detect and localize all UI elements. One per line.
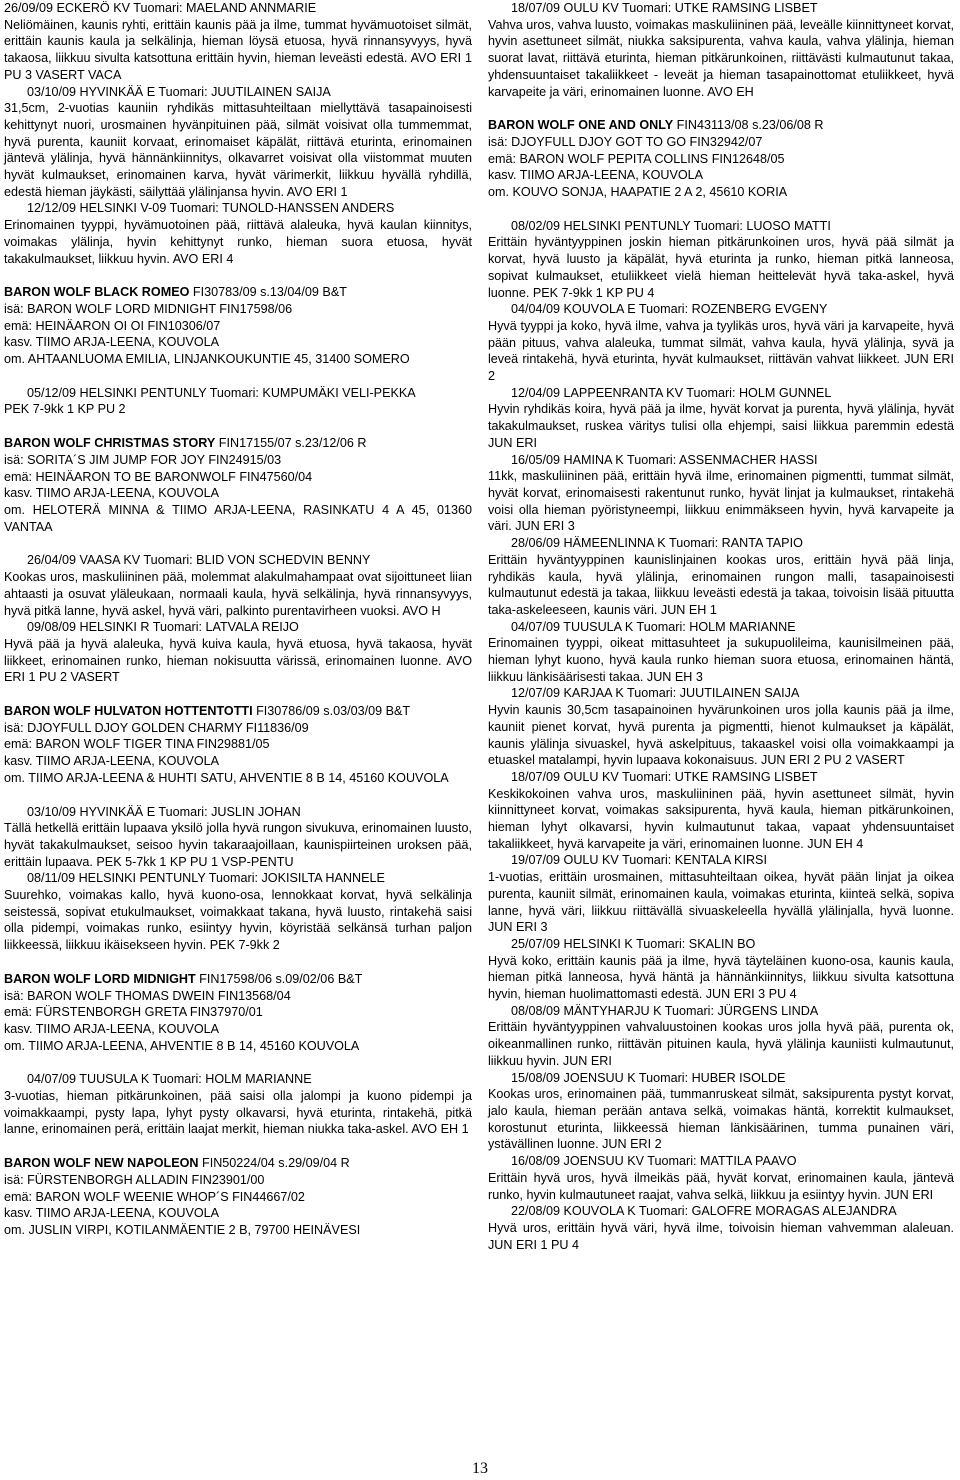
event-header: 03/10/09 HYVINKÄÄ E Tuomari: JUSLIN JOHAN [27,804,301,819]
critique-text: Neliömäinen, kaunis ryhti, erittäin kaunis pää ja ilme, tummat hyvämuotoiset silmät, erittäin kaunis kaula ja selkälinja, hieman löysä etuosa, hyvä rinnansyvyys, hyvä takaosa, liikkuu sivulta katsottuna erittäin hyvin, hieman leveästi edestä. AVO ERI 1 PU 3 VASERT VACA [4,17,472,82]
dog-title [4,971,472,988]
event-header: 03/10/09 HYVINKÄÄ E Tuomari: JUUTILAINEN SAIJA [27,84,331,99]
dog-dam: emä: BARON WOLF TIGER TINA FIN29881/05 [4,737,270,752]
event-header: 25/07/09 HELSINKI K Tuomari: SKALIN BO [511,936,756,951]
dog-owner: om. TIIMO ARJA-LEENA & HUHTI SATU, AHVENTIE 8 B 14, 45160 KOUVOLA [4,770,449,785]
dog-name: BARON WOLF LORD MIDNIGHT [4,971,196,986]
dog-sire: isä: SORITA´S JIM JUMP FOR JOY FIN24915/03 [4,452,282,467]
critique-text: Hyvä pää ja hyvä alaleuka, hyvä kuiva kaula, hyvä etuosa, hyvä takaosa, hyvät liikkeet, erinomainen runko, hieman nokisuutta värissä, erinomainen luonne. AVO ERI 1 PU 2 VASERT [4,636,472,685]
critique-text: Hyvä tyyppi ja koko, hyvä ilme, vahva ja tyylikäs uros, hyvä väri ja karvapeite, hyvä pään pituus, vahva alaleuka, tummat silmät, vahva kaula, hyvä ylälinja, syvä ja leveä rintakehä, hyvä eturinta, hyvät kulmaukset, riittävän vahvat liikkeet. JUN ERI 2 [488,318,954,384]
dog-registration: FI30783/09 s.13/04/09 B&T [189,285,347,300]
dog-dam: emä: HEINÄARON TO BE BARONWOLF FIN47560/04 [4,469,313,484]
dog-name: BARON WOLF HULVATON HOTTENTOTTI [4,704,253,719]
event-header: 04/07/09 TUUSULA K Tuomari: HOLM MARIANNE [511,619,796,634]
event-header: 16/08/09 JOENSUU KV Tuomari: MATTILA PAAVO [511,1154,797,1169]
critique-text: 31,5cm, 2-vuotias kauniin ryhdikäs mittasuhteiltaan miellyttävä tasapainoisesti kehittynyt nuori, urosmainen hyvänpituinen pää, silmät voisivat olla tummemmat, hyvä purenta, kauniit korvaat, erinomaiset käpälät, riittävä eturinta, erinomainen jäntevä ylälinja, hyvä hännänkiinnitys, olkavarret voisivat olla viistommat muuten hyvät kulmaukset, erinomainen karva, hyvät värimerkit, liikkuu hyvällä ryhdillä, edestä hieman jäykästi, säilyttää ylälinjansa hyvin. AVO ERI 1 [4,101,472,199]
critique-text: Erittäin hyväntyyppinen joskin hieman pitkärunkoinen uros, hyvä pää silmät ja korvat, hyvä luusto ja käpälät, hyvä eturinta ja runko, hieman pitkä lanneosa, sopivat kulmaukset, etuliikkeet vielä hieman heittelevät hyvä taka-askel, hyvä luonne. PEK 7-9kk 1 KP PU 4 [488,235,954,300]
event-header: 16/05/09 HAMINA K Tuomari: ASSENMACHER HASSI [511,452,818,467]
dog-owner: om. TIIMO ARJA-LEENA, AHVENTIE 8 B 14, 45160 KOUVOLA [4,1038,360,1053]
critique-text: Erittäin hyvä uros, hyvä ilmeikäs pää, hyvät korvat, erinomainen kaula, jäntevä runko, hyvin kulmautuneet raajat, vahva selkä, liikkuu ja esiintyy hyvin. JUN ERI [488,1170,954,1202]
critique-text: Hyvin ryhdikäs koira, hyvä pää ja ilme, hyvät korvat ja purenta, hyvä ylälinja, hyvät takakulmaukset, ruskea väritys tulisi olla ehjempi, saisi liikkua paremmin edestä JUN ERI [488,402,954,450]
event-header: 09/08/09 HELSINKI R Tuomari: LATVALA REIJO [27,620,299,635]
dog-name: BARON WOLF BLACK ROMEO [4,285,190,300]
critique-text: Hyvä koko, erittäin kaunis pää ja ilme, hyvä täyteläinen kuono-osa, kaunis kaula, hieman pitkä lanneosa, hyvä häntä ja hännänkiinnitys, liikkuu sivulta katsottuna hyvin, hieman huolimattomasti edestä. JUN ERI 3 PU 4 [488,953,954,1002]
right-column [488,0,954,1253]
event-header: 12/07/09 KARJAA K Tuomari: JUUTILAINEN SAIJA [511,686,800,701]
event-header: 04/07/09 TUUSULA K Tuomari: HOLM MARIANNE [27,1072,312,1087]
event-header: 18/07/09 OULU KV Tuomari: UTKE RAMSING LISBET [511,769,818,784]
dog-name: BARON WOLF ONE AND ONLY [488,118,674,133]
dog-registration: FIN17598/06 s.09/02/06 B&T [195,971,363,986]
critique-text: Erinomainen tyyppi, hyvämuotoinen pää, riittävä alaleuka, hyvä kaulan kiinnitys, voimakas ylälinja, hyvin kehittynyt runko, hieman suora etuosa, hyvät takakulmaukset, liikkuu hyvin. AVO ERI 4 [4,218,472,266]
critique-text: Keskikokoinen vahva uros, maskuliininen pää, hyvin asettuneet silmät, hyvin kiinnittyneet korvat, voimakas saksipurenta, hyvä kaula, hieman pitkärunkoinen, hieman lyhyt olkavarsi, hyvin kulmautunut takaa, vapaat yhdensuuntaiset takaliikkeet, hyvä karvapeite ja väri, erinomainen luonne. JUN EH 4 [488,786,954,851]
event-header: 15/08/09 JOENSUU K Tuomari: HUBER ISOLDE [511,1070,786,1085]
dog-owner: om. HELOTERÄ MINNA & TIIMO ARJA-LEENA, RASINKATU 4 A 45, 01360 VANTAA [4,502,472,534]
critique-text: Erittäin hyväntyyppinen vahvaluustoinen kookas uros jolla hyvä pää, purenta ok, oikeanmallinen runko, riittävän pituinen kaula, hyvä ylälinja kauniisti kulmautunut, liikkuu hyvin. JUN ERI [488,1020,954,1068]
critique-text: Erinomainen tyyppi, oikeat mittasuhteet ja sukupuolileima, kaunisilmeinen pää, hieman lyhyt kuono, hyvä kaula runko hieman suora etuosa, erinomainen häntä, liikkuu länkisäärisesti takaa. JUN EH 3 [488,636,954,684]
dog-dam: emä: BARON WOLF PEPITA COLLINS FIN12648/05 [488,151,785,166]
dog-breeder: kasv. TIIMO ARJA-LEENA, KOUVOLA [4,335,220,350]
dog-sire: isä: FÜRSTENBORGH ALLADIN FIN23901/00 [4,1172,265,1187]
dog-title [4,284,472,301]
event-header: 08/11/09 HELSINKI PENTUNLY Tuomari: JOKISILTA HANNELE [27,871,385,886]
dog-owner: om. KOUVO SONJA, HAAPATIE 2 A 2, 45610 KORIA [488,185,788,200]
dog-breeder: kasv. TIIMO ARJA-LEENA, KOUVOLA [488,168,704,183]
dog-title [4,435,472,452]
critique-text: 1-vuotias, erittäin urosmainen, mittasuhteiltaan oikea, hyvät pään linjat ja oikea purenta, kauniit silmät, erinomainen kaula, voimakas eturinta, kiinteä selkä, sopiva lanne, hyvä väri, liikkuu riittävällä sivuaskeleella hyvällä ylälinjalla, hyvä luonne. JUN ERI 3 [488,870,954,935]
event-header: 22/08/09 KOUVOLA K Tuomari: GALOFRE MORAGAS ALEJANDRA [511,1204,897,1219]
dog-sire: isä: DJOYFULL DJOY GOT TO GO FIN32942/07 [488,134,763,149]
left-column [4,0,472,1239]
critique-text: Vahva uros, vahva luusto, voimakas maskuliininen pää, leveälle kiinnittyneet korvat, hyvin asettuneet silmät, niukka saksipurenta, vahva kaula, vahva ylälinja, hieman suorat lavat, riittävä eturinta, hieman pitkärunkoinen, riittävästi kulmautunut takaa, yhdensuuntaiset takaliikkeet - leveät ja hieman tasapainottomat etuliikkeet, hyvä karvapeite ja väri, erinomainen luonne. AVO EH [488,17,954,99]
event-header: 12/04/09 LAPPEENRANTA KV Tuomari: HOLM GUNNEL [511,385,832,400]
critique-text: Suurehko, voimakas kallo, hyvä kuono-osa, lennokkaat korvat, hyvä selkälinja seistessä, sopivat etukulmaukset, voimakkaat takana, hyvä luusto, rintakehä saisi olla pidempi, voimakas runko, esiintyy hyvin, köyristää selkänsä turhan paljon liikkeessä, liikkuu ikäisekseen hyvin. PEK 7-9kk 2 [4,888,472,953]
dog-sire: isä: BARON WOLF LORD MIDNIGHT FIN17598/06 [4,301,293,316]
page-number: 13 [472,1460,488,1477]
critique-text: Erittäin hyväntyyppinen kaunislinjainen kookas uros, erittäin hyvä pää linja, ryhdikäs kaula, hyvä ylälinja, erinomainen rungon malli, tasapainoisesti kulmautunut edestä ja takaa, liikkuu leveästi edestä ja takaa, toivoisin lisää pituutta taka-askeleeseen, kaunis väri. JUN EH 1 [488,552,954,617]
event-header: 19/07/09 OULU KV Tuomari: KENTALA KIRSI [511,853,767,868]
dog-breeder: kasv. TIIMO ARJA-LEENA, KOUVOLA [4,486,220,501]
event-header: 12/12/09 HELSINKI V-09 Tuomari: TUNOLD-HANSSEN ANDERS [27,201,395,216]
dog-title [4,703,472,720]
event-header: 26/09/09 ECKERÖ KV Tuomari: MAELAND ANNMARIE [4,1,317,15]
dog-dam: emä: BARON WOLF WEENIE WHOP´S FIN44667/02 [4,1189,305,1204]
dog-registration: FIN50224/04 s.29/09/04 R [198,1156,350,1171]
critique-text: Kookas uros, maskuliininen pää, molemmat alakulmahampaat ovat sijoittuneet liian ahtaasti ja osuvat yläleukaan, normaali kaula, hyvä selkälinja, hyvä rinnansyvyys, hyvä pitkä lanne, hyvä askel, hyvä väri, palkinto purentavirheen vuoksi. AVO H [4,570,472,618]
dog-name: BARON WOLF NEW NAPOLEON [4,1156,199,1171]
event-header: 08/08/09 MÄNTYHARJU K Tuomari: JÜRGENS LINDA [511,1003,819,1018]
dog-name: BARON WOLF CHRISTMAS STORY [4,436,216,451]
event-header: 05/12/09 HELSINKI PENTUNLY Tuomari: KUMPUMÄKI VELI-PEKKA [27,385,416,400]
event-header: 04/04/09 KOUVOLA E Tuomari: ROZENBERG EVGENY [511,302,828,317]
dog-owner: om. AHTAANLUOMA EMILIA, LINJANKOUKUNTIE 45, 31400 SOMERO [4,352,410,367]
dog-title [488,117,954,134]
dog-registration: FI30786/09 s.03/03/09 B&T [252,704,411,719]
dog-registration: FIN43113/08 s.23/06/08 R [673,118,824,133]
critique-text: 3-vuotias, hieman pitkärunkoinen, pää saisi olla jalompi ja kuono pidempi ja voimakkaampi, pysty lapa, lyhyt pysty olkavarsi, hyvä eturinta, rintakehä, pitkä lanne, erinomainen perä, erittäin laajat merkit, hieman niukka taka-askel. AVO EH 1 [4,1089,472,1137]
dog-dam: emä: HEINÄARON OI OI FIN10306/07 [4,318,221,333]
event-header: 28/06/09 HÄMEENLINNA K Tuomari: RANTA TAPIO [511,536,803,551]
event-header: 18/07/09 OULU KV Tuomari: UTKE RAMSING LISBET [511,1,818,15]
critique-text: Hyvin kaunis 30,5cm tasapainoinen hyvärunkoinen uros jolla kaunis pää ja ilme, kauniit pienet korvat, hyvä purenta ja pigmentti, hienot kulmaukset ja käpälät, kaunis ylälinja sivuaskel, hyvä askelpituus, takaaskel voisi olla voimakkaampi ja etuaskel matalampi, hyvin lupaava kokonaisuus. JUN ERI 2 PU 2 VASERT [488,703,954,768]
dog-owner: om. JUSLIN VIRPI, KOTILANMÄENTIE 2 B, 79700 HEINÄVESI [4,1223,361,1237]
critique-text: PEK 7-9kk 1 KP PU 2 [4,402,126,417]
dog-breeder: kasv. TIIMO ARJA-LEENA, KOUVOLA [4,1021,220,1036]
dog-title [4,1155,472,1172]
critique-text: Hyvä uros, erittäin hyvä väri, hyvä ilme, toivoisin hieman vahvemman alaleuan. JUN ERI 1 PU 4 [488,1220,954,1252]
dog-breeder: kasv. TIIMO ARJA-LEENA, KOUVOLA [4,1206,220,1221]
dog-sire: isä: BARON WOLF THOMAS DWEIN FIN13568/04 [4,988,291,1003]
critique-text: Kookas uros, erinomainen pää, tummanruskeat silmät, saksipurenta pystyt korvat, jalo kaula, hieman perään antava selkä, voimakas häntä, korrektit kulmaukset, korostunut eturinta, liikkeessä hieman länkisäärinen, tumma punainen väri, ystävällinen luonne. JUN ERI 2 [488,1087,954,1152]
critique-text: 11kk, maskuliininen pää, erittäin hyvä ilme, erinomainen pigmentti, tummat silmät, hyvät korvat, erinomaisesti rakentunut runko, hyvät linjat ja kulmaukset, rintakehä voisi olla hieman pyöristyneempi, liikkuu enimmäkseen hyvin, hyvä karvapeite ja väri. JUN ERI 3 [488,469,954,534]
dog-registration: FIN17155/07 s.23/12/06 R [215,436,367,451]
dog-dam: emä: FÜRSTENBORGH GRETA FIN37970/01 [4,1005,263,1020]
dog-breeder: kasv. TIIMO ARJA-LEENA, KOUVOLA [4,754,220,769]
critique-text: Tällä hetkellä erittäin lupaava yksilö jolla hyvä rungon sivukuva, erinomainen luusto, hyvät takakulmaukset, seisoo hyvin takaraajoillaan, kaunispiirteinen uroksen pää, erittäin lupaava. PEK 5-7kk 1 KP PU 1 VSP-PENTU [4,821,472,869]
event-header: 26/04/09 VAASA KV Tuomari: BLID VON SCHEDVIN BENNY [27,553,371,568]
event-header: 08/02/09 HELSINKI PENTUNLY Tuomari: LUOSO MATTI [511,218,831,233]
dog-sire: isä: DJOYFULL DJOY GOLDEN CHARMY FI11836/09 [4,720,309,735]
